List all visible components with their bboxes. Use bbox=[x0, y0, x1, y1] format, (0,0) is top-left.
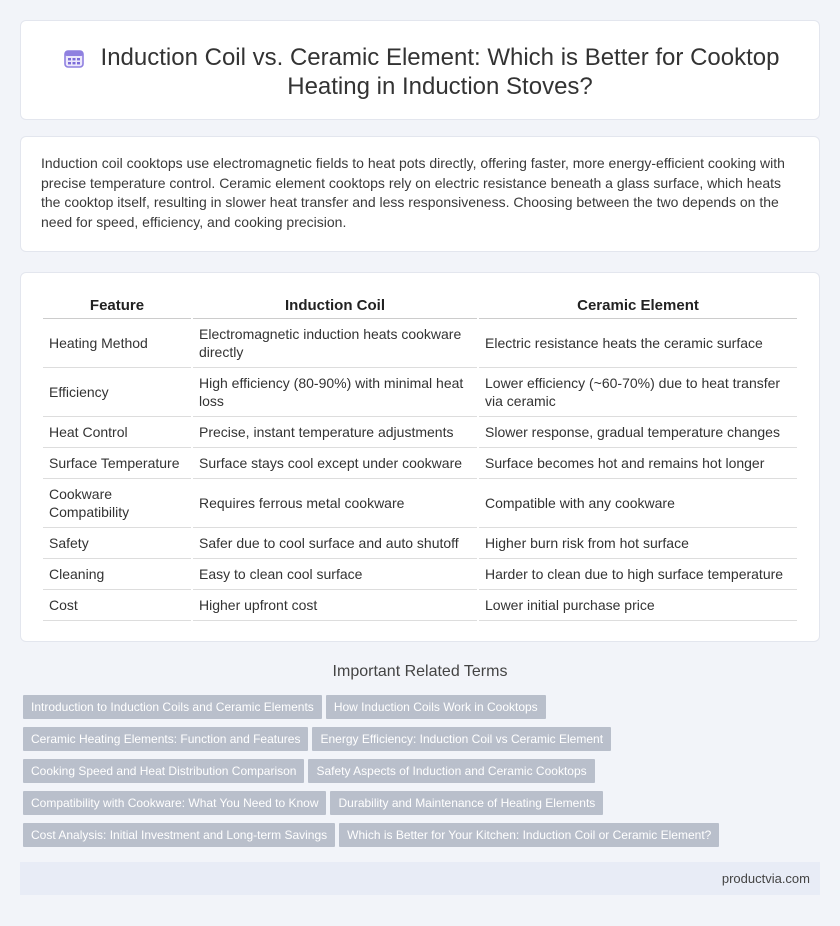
related-term-tag[interactable]: Cost Analysis: Initial Investment and Long-term Savings bbox=[23, 823, 335, 847]
related-terms-row bbox=[23, 759, 823, 791]
table-row bbox=[43, 417, 797, 448]
related-terms-row bbox=[23, 695, 823, 727]
cell-feature: Safety bbox=[43, 528, 191, 559]
comparison-card bbox=[20, 272, 820, 642]
footer bbox=[20, 862, 820, 895]
cell-ceramic-element: Compatible with any cookware bbox=[479, 479, 797, 528]
cell-feature: Efficiency bbox=[43, 368, 191, 417]
cell-ceramic-element: Higher burn risk from hot surface bbox=[479, 528, 797, 559]
related-terms-row bbox=[23, 791, 823, 823]
cell-induction-coil: Precise, instant temperature adjustments bbox=[193, 417, 477, 448]
table-row bbox=[43, 479, 797, 528]
related-terms-row bbox=[23, 823, 823, 855]
cell-feature: Surface Temperature bbox=[43, 448, 191, 479]
related-term-tag[interactable]: Durability and Maintenance of Heating Elements bbox=[330, 791, 603, 815]
table-row bbox=[43, 528, 797, 559]
table-row bbox=[43, 559, 797, 590]
cell-feature: Cost bbox=[43, 590, 191, 621]
cell-feature: Cookware Compatibility bbox=[43, 479, 191, 528]
page-title: Induction Coil vs. Ceramic Element: Which is Better for Cooktop Heating in Induction Stoves? bbox=[100, 44, 780, 100]
related-term-tag[interactable]: Cooking Speed and Heat Distribution Comparison bbox=[23, 759, 304, 783]
cell-ceramic-element: Lower efficiency (~60-70%) due to heat transfer via ceramic bbox=[479, 368, 797, 417]
cell-ceramic-element: Harder to clean due to high surface temperature bbox=[479, 559, 797, 590]
table-row bbox=[43, 590, 797, 621]
cell-induction-coil: Higher upfront cost bbox=[193, 590, 477, 621]
cell-ceramic-element: Electric resistance heats the ceramic surface bbox=[479, 319, 797, 368]
cell-induction-coil: Electromagnetic induction heats cookware directly bbox=[193, 319, 477, 368]
table-header-row bbox=[43, 293, 797, 319]
cell-feature: Heat Control bbox=[43, 417, 191, 448]
related-terms-list bbox=[23, 695, 823, 855]
cell-feature: Cleaning bbox=[43, 559, 191, 590]
header-induction-coil: Induction Coil bbox=[193, 293, 477, 319]
table-row bbox=[43, 319, 797, 368]
related-terms-title: Important Related Terms bbox=[332, 663, 508, 680]
cell-induction-coil: High efficiency (80-90%) with minimal heat loss bbox=[193, 368, 477, 417]
cell-induction-coil: Easy to clean cool surface bbox=[193, 559, 477, 590]
cell-induction-coil: Requires ferrous metal cookware bbox=[193, 479, 477, 528]
cell-feature: Heating Method bbox=[43, 319, 191, 368]
header-ceramic-element: Ceramic Element bbox=[479, 293, 797, 319]
related-term-tag[interactable]: Energy Efficiency: Induction Coil vs Ceramic Element bbox=[312, 727, 611, 751]
cell-induction-coil: Safer due to cool surface and auto shutoff bbox=[193, 528, 477, 559]
related-term-tag[interactable]: Which is Better for Your Kitchen: Induction Coil or Ceramic Element? bbox=[339, 823, 719, 847]
intro-card bbox=[20, 136, 820, 252]
cell-ceramic-element: Lower initial purchase price bbox=[479, 590, 797, 621]
table-row bbox=[43, 368, 797, 417]
cell-induction-coil: Surface stays cool except under cookware bbox=[193, 448, 477, 479]
header-card bbox=[20, 20, 820, 120]
cell-ceramic-element: Surface becomes hot and remains hot longer bbox=[479, 448, 797, 479]
footer-site[interactable]: productvia.com bbox=[721, 871, 810, 886]
related-term-tag[interactable]: Compatibility with Cookware: What You Need to Know bbox=[23, 791, 326, 815]
header-feature: Feature bbox=[43, 293, 191, 319]
cell-ceramic-element: Slower response, gradual temperature changes bbox=[479, 417, 797, 448]
related-term-tag[interactable]: Safety Aspects of Induction and Ceramic Cooktops bbox=[308, 759, 594, 783]
intro-text: Induction coil cooktops use electromagnetic fields to heat pots directly, offering faster, more energy-efficient cooking with precise temperature control. Ceramic element cooktops rely on electric resistance beneath a glass surface, which heats the cooktop itself, resulting in slower heat transfer and less responsiveness. Choosing between the two depends on the need for speed, efficiency, and cooking precision. bbox=[41, 155, 785, 230]
comparison-table bbox=[41, 293, 799, 621]
related-term-tag[interactable]: Ceramic Heating Elements: Function and Features bbox=[23, 727, 308, 751]
related-term-tag[interactable]: How Induction Coils Work in Cooktops bbox=[326, 695, 546, 719]
table-row bbox=[43, 448, 797, 479]
related-term-tag[interactable]: Introduction to Induction Coils and Ceramic Elements bbox=[23, 695, 322, 719]
related-terms-row bbox=[23, 727, 823, 759]
